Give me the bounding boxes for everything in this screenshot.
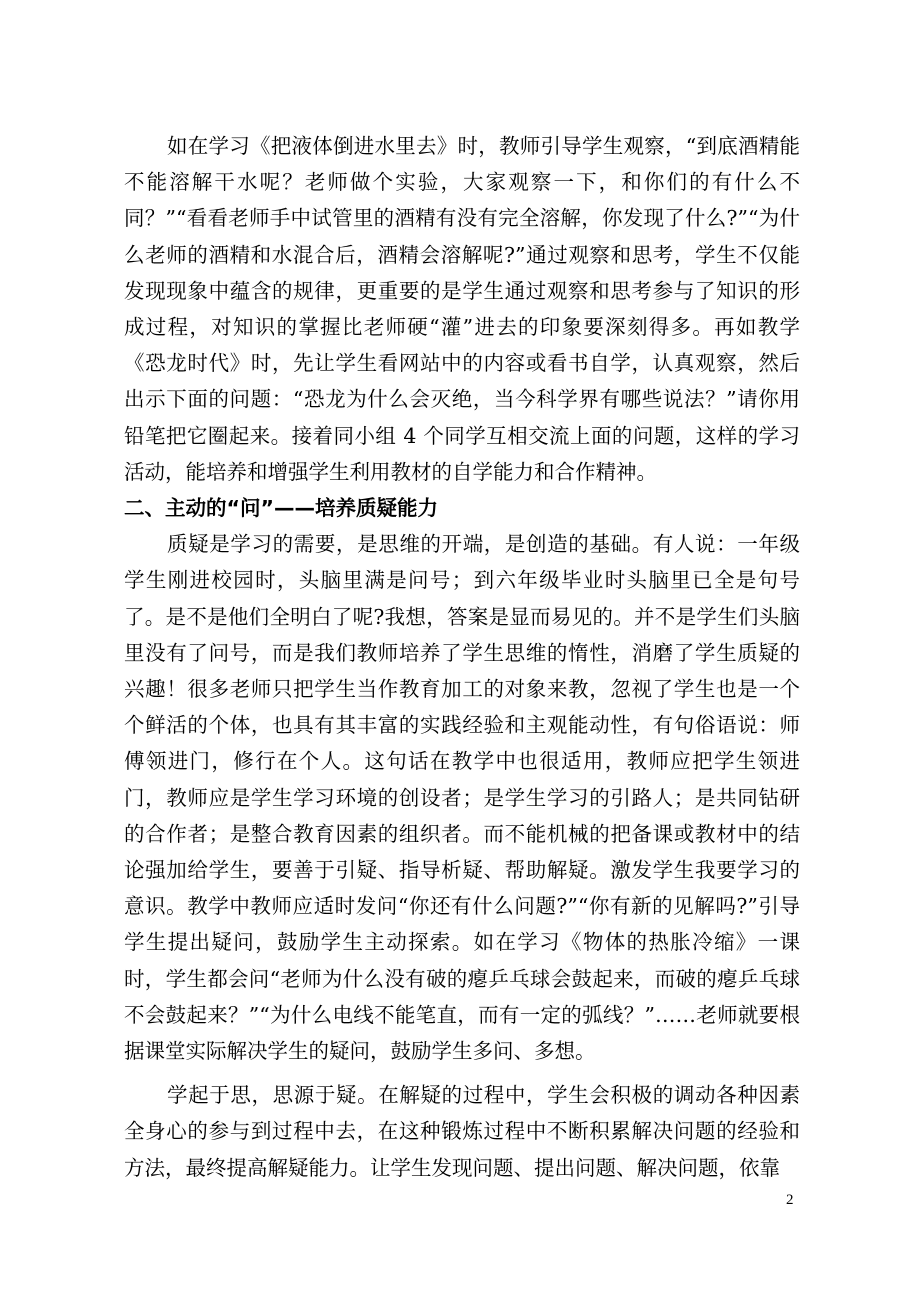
document-body [124, 128, 800, 1186]
section-heading-questioning: 二、主动的“问”——培养质疑能力 [124, 496, 438, 521]
paragraph-questioning-ability: 质疑是学习的需要，是思维的开端，是创造的基础。有人说：一年级学生刚进校园时，头脑里满是问号；到六年级毕业时头脑里已全是句号了。是不是他们全明白了呢?我想，答案是显而易见的。并不是学生们头脑里没有了问号，而是我们教师培养了学生思维的惰性，消磨了学生质疑的兴趣！很多老师只把学生当作教育加工的对象来教，忽视了学生也是一个个鲜活的个体，也具有其丰富的实践经验和主观能动性，有句俗语说：师傅领进门，修行在个人。这句话在教学中也很适用，教师应把学生领进门，教师应是学生学习环境的创设者；是学生学习的引路人；是共同钻研的合作者；是整合教育因素的组织者。而不能机械的把备课或教材中的结论强加给学生，要善于引疑、指导析疑、帮助解疑。激发学生我要学习的意识。教学中教师应适时发问“你还有什么问题?”“你有新的见解吗?”引导学生提出疑问，鼓励学生主动探索。如在学习《物体的热胀冷缩》一课时，学生都会问“老师为什么没有破的瘪乒乓球会鼓起来，而破的瘪乒乓球不会鼓起来？”“为什么电线不能笔直，而有一定的弧线？”……老师就要根据课堂实际解决学生的疑问，鼓励学生多问、多想。 [124, 532, 800, 1064]
paragraph-spacer [124, 1069, 800, 1077]
paragraph-thinking-from-doubt: 学起于思，思源于疑。在解疑的过程中，学生会积极的调动各种因素全身心的参与到过程中去，在这种锻炼过程中不断积累解决问题的经验和方法，最终提高解疑能力。让学生发现问题、提出问题、解决问题，依靠 [124, 1083, 800, 1180]
paragraph-experiment-observation: 如在学习《把液体倒进水里去》时，教师引导学生观察，“到底酒精能不能溶解干水呢？老师做个实验，大家观察一下，和你们的有什么不同？”“看看老师手中试管里的酒精有没有完全溶解，你发现了什么?”“为什么老师的酒精和水混合后，酒精会溶解呢?”通过观察和思考，学生不仅能发现现象中蕴含的规律，更重要的是学生通过观察和思考参与了知识的形成过程，对知识的掌握比老师硬“灌”进去的印象要深刻得多。再如教学《恐龙时代》时，先让学生看网站中的内容或看书自学，认真观察，然后出示下面的问题：“恐龙为什么会灭绝，当今科学界有哪些说法？”请你用铅笔把它圈起来。接着同小组 4 个同学互相交流上面的问题，这样的学习活动，能培养和增强学生利用教材的自学能力和合作精神。 [124, 134, 800, 484]
page-number: 2 [786, 1192, 794, 1208]
